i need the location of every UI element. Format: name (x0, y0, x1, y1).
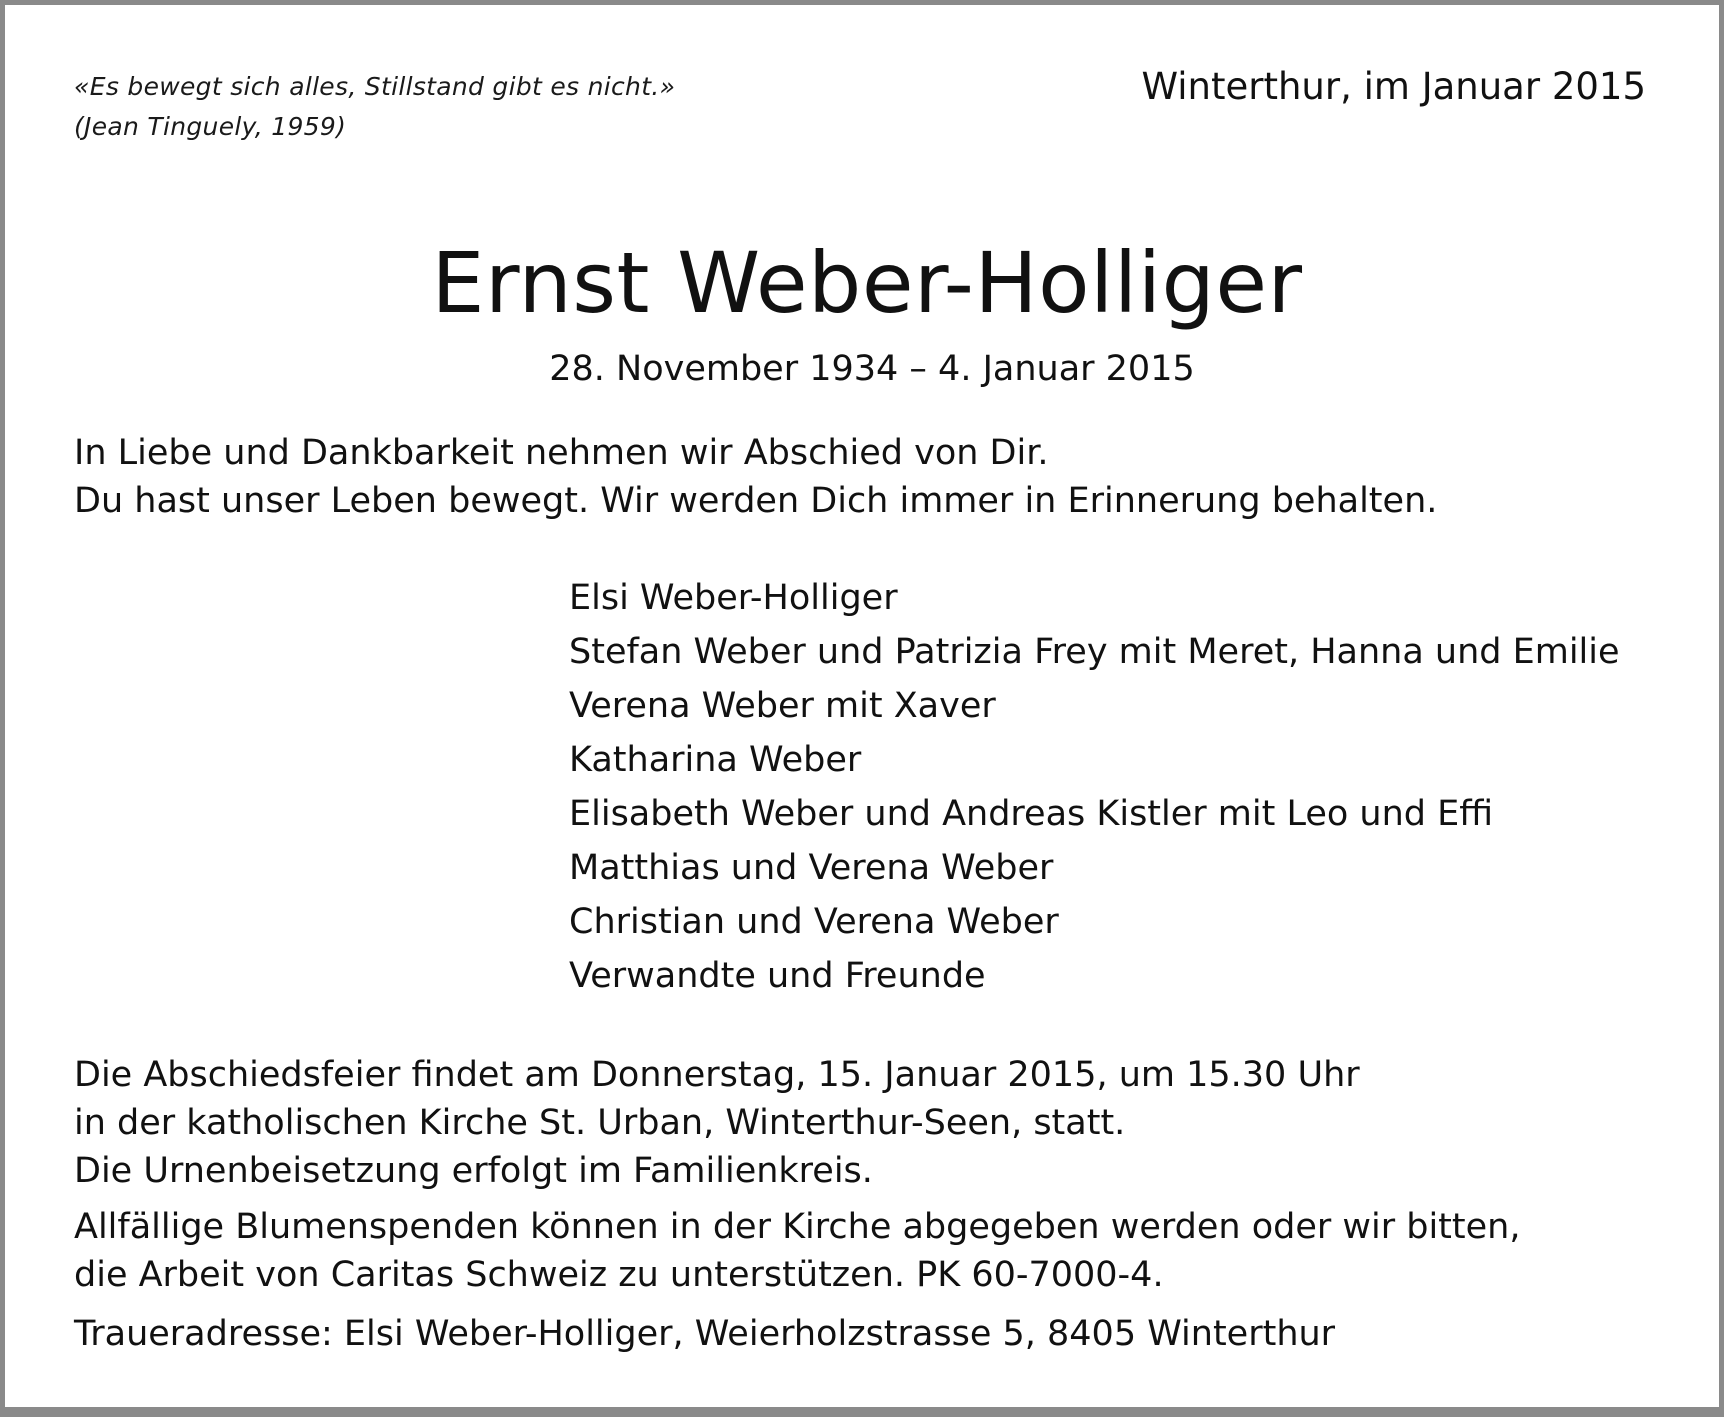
farewell-line: Du hast unser Leben bewegt. Wir werden Dich immer in Erinnerung behalten. (74, 481, 1438, 521)
quote-attribution: (Jean Tinguely, 1959) (74, 112, 347, 141)
quote-text: «Es bewegt sich alles, Stillstand gibt es nicht.» (74, 72, 676, 101)
mourner-item: Matthias und Verena Weber (569, 848, 1054, 888)
ceremony-line: Die Abschiedsfeier findet am Donnerstag, 15. Januar 2015, um 15.30 Uhr (74, 1055, 1360, 1095)
mourners-list (569, 571, 1620, 1003)
place-and-date: Winterthur, im Januar 2015 (1141, 65, 1646, 108)
ceremony-line: Die Urnenbeisetzung erfolgt im Familienkreis. (74, 1151, 873, 1191)
deceased-name: Ernst Weber-Holliger (431, 234, 1303, 332)
mourner-item: Stefan Weber und Patrizia Frey mit Meret, Hanna und Emilie (569, 632, 1620, 672)
epigraph-quote (74, 67, 675, 147)
bottom-border (0, 1407, 1724, 1417)
mourner-item: Elsi Weber-Holliger (569, 578, 898, 618)
donation-line: die Arbeit von Caritas Schweiz zu unterstützen. PK 60-7000-4. (74, 1255, 1164, 1295)
farewell-line: In Liebe und Dankbarkeit nehmen wir Abschied von Dir. (74, 433, 1049, 473)
donation-info (74, 1203, 1520, 1299)
farewell-text (74, 429, 1437, 525)
ceremony-info (74, 1051, 1360, 1195)
donation-line: Allfällige Blumenspenden können in der Kirche abgegeben werden oder wir bitten, (74, 1207, 1521, 1247)
mourning-address: Traueradresse: Elsi Weber-Holliger, Weierholzstrasse 5, 8405 Winterthur (74, 1314, 1336, 1354)
ceremony-line: in der katholischen Kirche St. Urban, Winterthur-Seen, statt. (74, 1103, 1126, 1143)
mourner-item: Katharina Weber (569, 740, 862, 780)
mourner-item: Christian und Verena Weber (569, 902, 1059, 942)
mourner-item: Verwandte und Freunde (569, 956, 986, 996)
mourner-item: Elisabeth Weber und Andreas Kistler mit Leo und Effi (569, 794, 1494, 834)
mourner-item: Verena Weber mit Xaver (569, 686, 996, 726)
life-dates: 28. November 1934 – 4. Januar 2015 (549, 349, 1195, 389)
